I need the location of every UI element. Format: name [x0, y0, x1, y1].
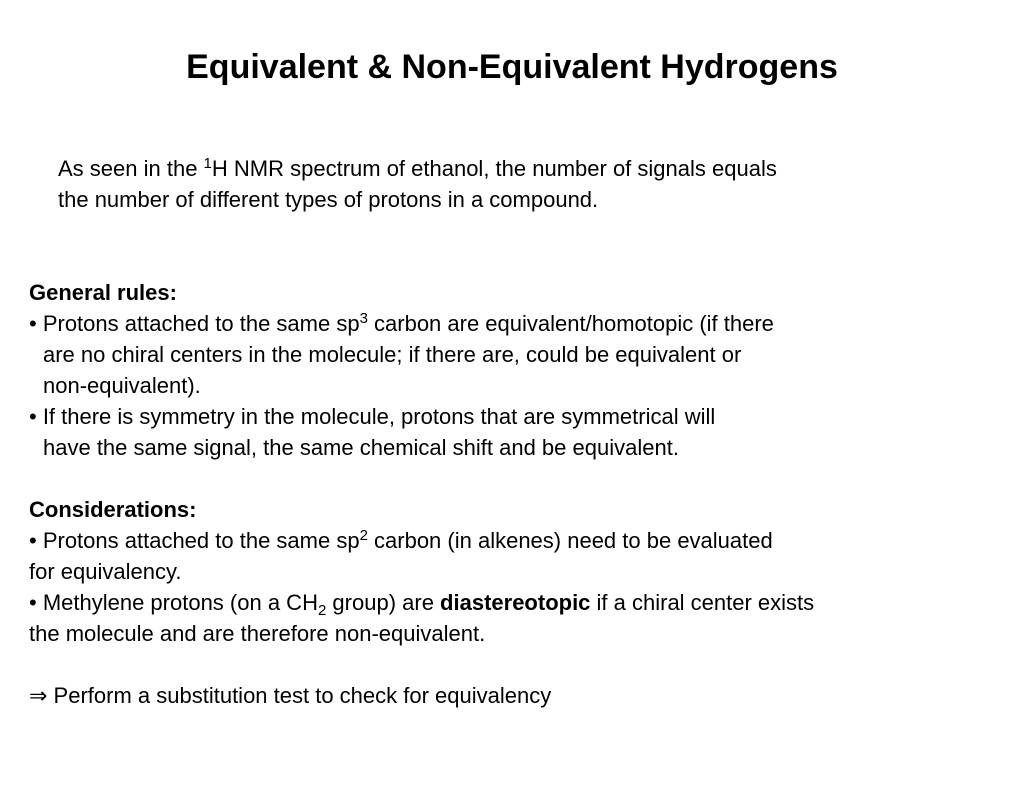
- rule-1-line-2: are no chiral centers in the molecule; if there are, could be equivalent or: [43, 342, 742, 367]
- consideration-2-line-1: • Methylene protons (on a $CH_2$ group) are diastereotopic if a chiral center exists: [29, 590, 815, 619]
- rule-2-line-2: have the same signal, the same chemical shift and be equivalent.: [43, 435, 679, 460]
- intro-paragraph: [58, 153, 978, 215]
- consideration-2-line-2: the molecule and are therefore non-equivalent.: [29, 621, 486, 646]
- rule-1-line-3: non-equivalent).: [43, 373, 201, 398]
- superscript-3: 3: [359, 310, 368, 327]
- superscript-1: 1: [203, 155, 212, 172]
- intro-line-2: the number of different types of protons in a compound.: [58, 187, 599, 212]
- consideration-1-line-2: for equivalency.: [29, 559, 182, 584]
- rule-1-line-1: • Protons attached to the same $sp^3$ carbon are equivalent/homotopic (if there: [29, 310, 774, 336]
- spacer: [29, 463, 1009, 494]
- page-title: Equivalent & Non-Equivalent Hydrogens: [186, 48, 838, 86]
- considerations-heading: Considerations:: [29, 497, 197, 522]
- spacer: [29, 649, 1009, 680]
- consideration-1-line-1: • Protons attached to the same $sp^2$ carbon (in alkenes) need to be evaluated: [29, 527, 773, 553]
- superscript-2: 2: [359, 527, 368, 544]
- general-rules-heading: General rules:: [29, 280, 177, 305]
- rules-section: [29, 277, 1009, 711]
- implies-arrow-icon: ⇒: [29, 683, 48, 708]
- rule-2-line-1: • If there is symmetry in the molecule, protons that are symmetrical will: [29, 404, 716, 429]
- intro-line-1: As seen in the $^1$H NMR spectrum of ethanol, the number of signals equals: [58, 155, 777, 181]
- subscript-2: 2: [317, 602, 327, 619]
- conclusion-line: ⇒ Perform a substitution test to check for equivalency: [29, 683, 552, 708]
- diastereotopic-term: diastereotopic: [440, 590, 591, 615]
